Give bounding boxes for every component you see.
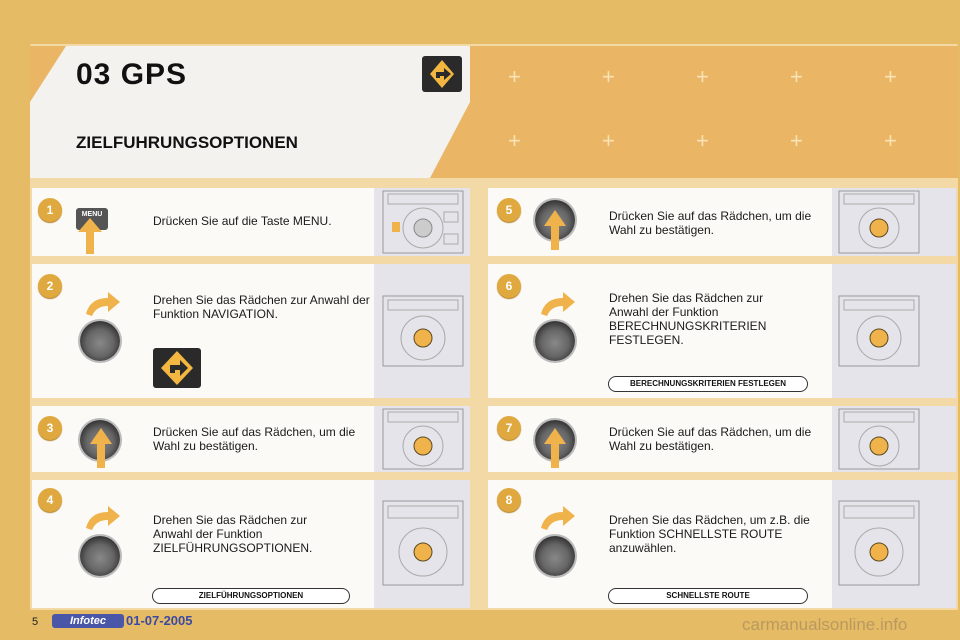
step-text-6: Drehen Sie das Rädchen zur Anwahl der Funktion BERECHNUNGSKRITERIEN FESTLEGEN. [609, 291, 767, 347]
plus-decoration-icon: + [790, 128, 803, 153]
navigation-arrow-icon [422, 56, 462, 92]
radio-console-icon [382, 276, 464, 388]
rotate-arrow-icon [84, 506, 120, 530]
step-text-8: Drehen Sie das Rädchen, um z.B. die Funktion SCHNELLSTE ROUTE anzuwählen. [609, 513, 810, 555]
radio-console-icon [838, 190, 920, 254]
step-number-4: 4 [38, 488, 62, 512]
page-title: 03 GPS [76, 58, 188, 91]
step-number-3: 3 [38, 416, 62, 440]
step-number-8: 8 [497, 488, 521, 512]
step-number-5: 5 [497, 198, 521, 222]
radio-console-icon [382, 190, 464, 254]
step-text-4: Drehen Sie das Rädchen zur Anwahl der Funktion ZIELFÜHRUNGSOPTIONEN. [153, 513, 313, 555]
rotary-knob-icon [80, 321, 120, 361]
menu-button-icon: MENU [76, 208, 108, 230]
step-number-2: 2 [38, 274, 62, 298]
radio-console-icon [382, 500, 464, 586]
step-text-3: Drücken Sie auf das Rädchen, um die Wahl zu bestätigen. [153, 425, 356, 453]
plus-decoration-icon: + [508, 64, 521, 89]
plus-decoration-icon: + [696, 128, 709, 153]
option-pill-schnellste-route: SCHNELLSTE ROUTE [608, 588, 808, 604]
rotate-arrow-icon [539, 506, 575, 530]
page-number: 5 [32, 616, 39, 628]
rotate-arrow-icon [539, 292, 575, 316]
plus-decoration-icon: + [884, 128, 897, 153]
plus-decoration-icon: + [696, 64, 709, 89]
press-up-arrow-icon [78, 218, 102, 254]
plus-decoration-icon: + [508, 128, 521, 153]
step-number-6: 6 [497, 274, 521, 298]
rotary-knob-icon [80, 536, 120, 576]
option-pill-zielfuehrungsoptionen: ZIELFÜHRUNGSOPTIONEN [152, 588, 350, 604]
radio-console-icon [838, 408, 920, 470]
step-text-2: Drehen Sie das Rädchen zur Anwahl der Funktion NAVIGATION. [153, 293, 370, 321]
press-up-arrow-icon [544, 210, 566, 250]
step-text-5: Drücken Sie auf das Rädchen, um die Wahl zu bestätigen. [609, 209, 812, 237]
rotary-knob-icon [535, 536, 575, 576]
plus-decoration-icon: + [602, 128, 615, 153]
section-subtitle: ZIELFUHRUNGSOPTIONEN [76, 133, 298, 152]
step-text-1: Drücken Sie auf die Taste MENU. [153, 214, 332, 228]
radio-console-icon [838, 276, 920, 388]
navigation-function-icon [153, 348, 201, 388]
rotary-knob-icon [535, 321, 575, 361]
press-up-arrow-icon [544, 428, 566, 468]
document-date: 01-07-2005 [126, 613, 193, 628]
step-number-7: 7 [497, 416, 521, 440]
watermark: carmanualsonline.info [742, 615, 908, 634]
step-text-7: Drücken Sie auf das Rädchen, um die Wahl zu bestätigen. [609, 425, 812, 453]
plus-decoration-icon: + [884, 64, 897, 89]
step-number-1: 1 [38, 198, 62, 222]
press-up-arrow-icon [90, 428, 112, 468]
infotec-logo: Infotec [52, 614, 124, 628]
rotate-arrow-icon [84, 292, 120, 316]
plus-decoration-icon: + [790, 64, 803, 89]
option-pill-berechnungskriterien: BERECHNUNGSKRITERIEN FESTLEGEN [608, 376, 808, 392]
radio-console-icon [838, 500, 920, 586]
radio-console-icon [382, 408, 464, 470]
plus-decoration-icon: + [602, 64, 615, 89]
